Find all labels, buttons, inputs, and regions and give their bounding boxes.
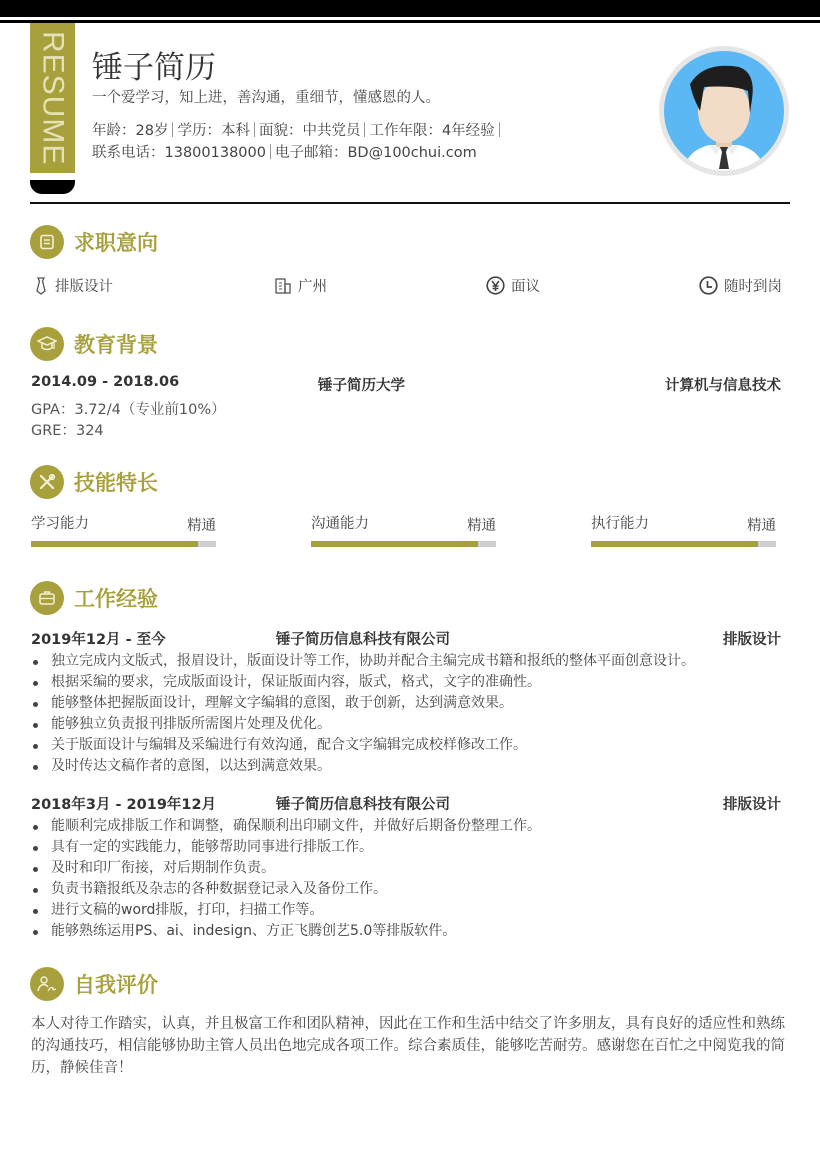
section-header-intent	[30, 225, 158, 259]
separator	[254, 122, 255, 137]
intent-availability-label: 随时到岗	[724, 279, 782, 295]
avatar-illustration	[664, 51, 784, 171]
skill-level: 精通	[187, 518, 216, 534]
intent-position-label: 排版设计	[55, 279, 113, 295]
job-role: 排版设计	[723, 632, 781, 648]
section-title: 自我评价	[74, 973, 158, 997]
job-role: 排版设计	[723, 797, 781, 813]
duty-item: 关于版面设计与编辑及采编进行有效沟通，配合文字编辑完成校样修改工作。	[33, 735, 695, 756]
info-email: 电子邮箱：BD@100chui.com	[274, 145, 477, 161]
user-sign-icon	[30, 967, 64, 1001]
education-gpa: GPA：3.72/4（专业前10%）	[31, 402, 226, 418]
intent-position	[33, 275, 113, 296]
tie-icon	[33, 277, 49, 295]
ribbon-text: RESUME	[36, 30, 70, 166]
self-evaluation-text: 本人对待工作踏实，认真，并且极富工作和团队精神，因此在工作和生活中结交了许多朋友，具有良好的适应性和熟练的沟通技巧，相信能够协助主管人员出色地完成各项工作。综合素质佳，能够吃苦耐劳。感谢您在百忙之中阅览我的简历，静候佳音！	[31, 1016, 785, 1076]
section-title: 求职意向	[74, 231, 158, 255]
skill-level: 精通	[747, 518, 776, 534]
duty-item: 能够熟练运用PS、ai、indesign、方正飞腾创艺5.0等排版软件。	[33, 921, 541, 942]
duty-item: 根据采编的要求，完成版面设计，保证版面内容，版式，格式，文字的准确性。	[33, 672, 695, 693]
info-years: 工作年限：4年经验	[369, 123, 495, 139]
ribbon-foot	[30, 180, 75, 194]
resume-ribbon	[30, 23, 75, 173]
skill-name: 学习能力	[31, 516, 89, 532]
duty-item: 独立完成内文版式，报眉设计，版面设计等工作，协助并配合主编完成书籍和报纸的整体平面创意设计。	[33, 651, 695, 672]
separator	[364, 122, 365, 137]
intent-salary-label: 面议	[511, 279, 540, 295]
duty-item: 能够独立负责报刊排版所需图片处理及优化。	[33, 714, 695, 735]
job-company: 锤子简历信息科技有限公司	[276, 797, 450, 813]
info-age: 年龄：28岁	[92, 123, 169, 139]
candidate-name: 锤子简历	[92, 50, 216, 86]
skill-bar-fill	[31, 541, 198, 547]
skill-name: 沟通能力	[311, 516, 369, 532]
duty-item: 及时和印厂衔接，对后期制作负责。	[33, 858, 541, 879]
job-company: 锤子简历信息科技有限公司	[276, 632, 450, 648]
section-header-self	[30, 967, 158, 1001]
info-political: 面貌：中共党员	[258, 123, 361, 139]
info-phone: 联系电话：13800138000	[92, 145, 266, 161]
intent-city-label: 广州	[298, 279, 327, 295]
separator	[499, 122, 500, 137]
separator	[270, 144, 271, 159]
intent-availability	[699, 275, 782, 296]
skill-bar	[31, 541, 216, 547]
intent-city	[274, 275, 327, 296]
job-period: 2018年3月 - 2019年12月	[31, 797, 217, 813]
top-rule	[0, 20, 820, 23]
motto: 一个爱学习，知上进，善沟通，重细节，懂感恩的人。	[92, 90, 440, 106]
yen-icon	[486, 276, 505, 295]
info-education: 学历：本科	[177, 123, 250, 139]
duty-item: 能够整体把握版面设计，理解文字编辑的意图，敢于创新，达到满意效果。	[33, 693, 695, 714]
skill-level: 精通	[467, 518, 496, 534]
section-header-skills	[30, 465, 158, 499]
briefcase-icon	[30, 581, 64, 615]
skill-bar-fill	[591, 541, 758, 547]
building-icon	[274, 277, 292, 295]
duty-item: 具有一定的实践能力，能够帮助同事进行排版工作。	[33, 837, 541, 858]
graduation-cap-icon	[30, 327, 64, 361]
skill-bar	[311, 541, 496, 547]
intent-salary	[486, 275, 540, 296]
education-gre: GRE：324	[31, 423, 104, 439]
section-title: 技能特长	[74, 471, 158, 495]
top-black-bar	[0, 0, 820, 17]
header-divider	[30, 202, 790, 204]
info-line-1	[92, 119, 504, 140]
separator	[172, 122, 173, 137]
section-title: 工作经验	[74, 587, 158, 611]
duty-item: 及时传达文稿作者的意图，以达到满意效果。	[33, 756, 695, 777]
skill-bar	[591, 541, 776, 547]
job-duties	[33, 651, 695, 777]
avatar	[659, 46, 789, 176]
education-major: 计算机与信息技术	[665, 378, 781, 394]
education-period: 2014.09 - 2018.06	[31, 374, 180, 390]
info-line-2	[92, 141, 477, 162]
job-duties	[33, 816, 541, 942]
skill-bar-fill	[311, 541, 478, 547]
section-header-education	[30, 327, 158, 361]
skill-name: 执行能力	[591, 516, 649, 532]
clock-icon	[699, 276, 718, 295]
job-period: 2019年12月 - 至今	[31, 632, 166, 648]
duty-item: 能顺利完成排版工作和调整，确保顺利出印刷文件，并做好后期备份整理工作。	[33, 816, 541, 837]
clipboard-icon	[30, 225, 64, 259]
education-school: 锤子简历大学	[318, 378, 405, 394]
duty-item: 负责书籍报纸及杂志的各种数据登记录入及备份工作。	[33, 879, 541, 900]
duty-item: 进行文稿的word排版，打印，扫描工作等。	[33, 900, 541, 921]
section-title: 教育背景	[74, 333, 158, 357]
tools-icon	[30, 465, 64, 499]
section-header-work	[30, 581, 158, 615]
